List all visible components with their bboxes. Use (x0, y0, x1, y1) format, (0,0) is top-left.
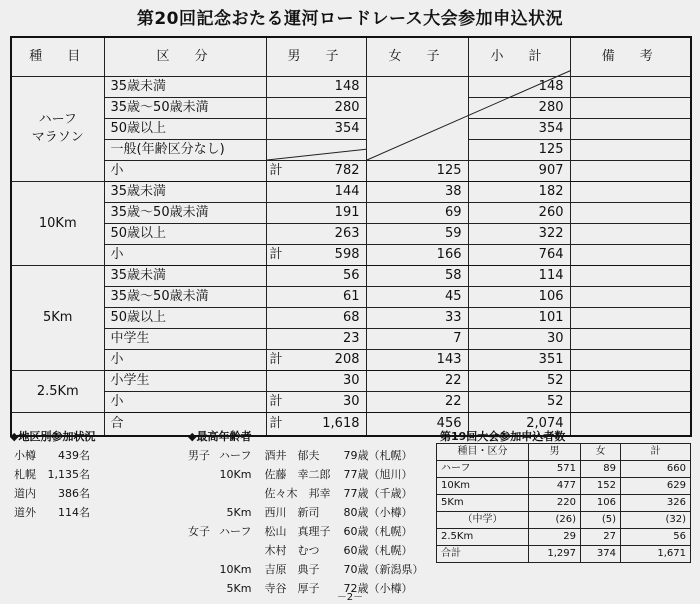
event-cell: ハーフ (437, 461, 529, 478)
table-row (11, 203, 691, 224)
age-cell: 72歳（小樽） (343, 582, 413, 595)
name-cell: 松山 真理子 (264, 525, 331, 538)
table-row (11, 308, 691, 329)
male-cell: 29 (529, 529, 581, 546)
female-cell: 152 (581, 478, 621, 495)
male-cell: 191 (266, 203, 366, 224)
remarks-cell (570, 224, 691, 245)
header-female: 女 (581, 444, 621, 461)
male-cell: 30 (266, 392, 366, 413)
event-5km: 5Km (11, 266, 104, 371)
age-cell: 60歳（札幌） (343, 544, 413, 557)
table-row (11, 266, 691, 287)
sex-cell (188, 484, 219, 503)
table-header-row (11, 37, 691, 77)
female-cell: 89 (581, 461, 621, 478)
total-cell: 52 (468, 392, 570, 413)
category-cell: 35歳未満 (104, 77, 266, 98)
total-cell: 322 (468, 224, 570, 245)
category-cell: 35歳未満 (104, 182, 266, 203)
header-event: 種 目 (11, 37, 104, 77)
subtotal-label: 小 計 (104, 392, 266, 413)
event-cell: 10Km (437, 478, 529, 495)
event-cell (219, 541, 254, 560)
remarks-cell (570, 371, 691, 392)
list-item (188, 522, 426, 541)
subtotal-row (11, 161, 691, 182)
male-cell: 280 (266, 98, 366, 119)
male-cell: 56 (266, 266, 366, 287)
region-count: 439名 (58, 449, 90, 462)
list-item (188, 484, 426, 503)
region-name: 道外 (14, 506, 36, 519)
male-cell: 208 (266, 350, 366, 371)
table-row (11, 182, 691, 203)
total-cell: 326 (621, 495, 691, 512)
total-cell: 907 (468, 161, 570, 182)
male-cell: 598 (266, 245, 366, 266)
table-header-row (437, 444, 691, 461)
remarks-cell (570, 266, 691, 287)
remarks-cell (570, 140, 691, 161)
category-cell: 35歳～50歳未満 (104, 98, 266, 119)
subtotal-row (11, 245, 691, 266)
female-cell: 143 (366, 350, 468, 371)
region-name: 札幌 (14, 468, 36, 481)
list-item (14, 446, 90, 465)
female-cell: 166 (366, 245, 468, 266)
event-cell: 5Km (226, 506, 252, 519)
category-cell: 35歳～50歳未満 (104, 203, 266, 224)
list-item (14, 484, 90, 503)
event-cell (219, 484, 254, 503)
total-cell: 660 (621, 461, 691, 478)
female-cell: 38 (366, 182, 468, 203)
list-item (14, 503, 90, 522)
region-count: 1,135名 (47, 468, 90, 481)
male-cell: 263 (266, 224, 366, 245)
name-cell: 佐々木 邦幸 (264, 487, 331, 500)
region-name: 小樽 (14, 449, 36, 462)
total-cell: 260 (468, 203, 570, 224)
female-not-applicable-cell (366, 77, 468, 161)
female-cell: (5) (581, 512, 621, 529)
table-row (11, 77, 691, 98)
event-cell: 合計 (437, 546, 529, 563)
event-half-marathon: ハーフ マラソン (11, 77, 104, 182)
event-cell: 5Km (226, 582, 252, 595)
event-cell: ハーフ (219, 525, 252, 538)
header-category: 区 分 (104, 37, 266, 77)
sex-cell: 女子 (188, 525, 210, 538)
age-cell: 79歳（札幌） (343, 449, 413, 462)
remarks-cell (570, 308, 691, 329)
male-cell: 782 (266, 161, 366, 182)
subtotal-label: 小 計 (104, 245, 266, 266)
category-cell: 一般(年齢区分なし) (104, 140, 266, 161)
male-cell: 1,297 (529, 546, 581, 563)
age-cell: 77歳（千歳） (343, 487, 413, 500)
header-male: 男 子 (266, 37, 366, 77)
male-cell: 68 (266, 308, 366, 329)
sex-cell: 男子 (188, 449, 210, 462)
list-item (14, 465, 90, 484)
name-cell: 木村 むつ (264, 544, 320, 557)
list-item (188, 560, 426, 579)
oldest-section-title: ◆最高年齢者 (188, 430, 252, 443)
oldest-list (188, 446, 426, 598)
sex-cell (188, 541, 219, 560)
event-cell: 10Km (219, 563, 252, 576)
grand-total-label: 合 計 (104, 413, 266, 437)
total-cell: 351 (468, 350, 570, 371)
table-row (437, 546, 691, 563)
list-item (188, 503, 426, 522)
total-cell: 354 (468, 119, 570, 140)
total-cell: 182 (468, 182, 570, 203)
total-cell: 1,671 (621, 546, 691, 563)
age-cell: 70歳（新潟県） (343, 563, 424, 576)
name-cell: 吉原 典子 (264, 563, 320, 576)
name-cell: 酒井 郁夫 (264, 449, 320, 462)
grand-total-male: 1,618 (266, 413, 366, 437)
header-event: 種目・区分 (437, 444, 529, 461)
female-cell: 22 (366, 371, 468, 392)
header-total: 計 (621, 444, 691, 461)
subtotal-row (11, 350, 691, 371)
total-cell: (32) (621, 512, 691, 529)
table-row (437, 512, 691, 529)
remarks-cell (570, 245, 691, 266)
header-remarks: 備 考 (570, 37, 691, 77)
total-cell: 280 (468, 98, 570, 119)
name-cell: 佐藤 幸二郎 (264, 468, 331, 481)
remarks-cell (570, 392, 691, 413)
total-cell: 106 (468, 287, 570, 308)
subtotal-label: 小 計 (104, 161, 266, 182)
event-2-5km: 2.5Km (11, 371, 104, 413)
female-cell: 7 (366, 329, 468, 350)
total-cell: 125 (468, 140, 570, 161)
female-cell: 59 (366, 224, 468, 245)
category-cell: 中学生 (104, 329, 266, 350)
category-cell: 50歳以上 (104, 224, 266, 245)
total-cell: 52 (468, 371, 570, 392)
event-cell: 10Km (219, 468, 252, 481)
table-row (11, 224, 691, 245)
list-item (188, 446, 426, 465)
female-cell: 125 (366, 161, 468, 182)
region-list (14, 446, 90, 522)
remarks-cell (570, 329, 691, 350)
female-cell: 106 (581, 495, 621, 512)
diagonal-line (367, 77, 468, 160)
male-cell: 571 (529, 461, 581, 478)
total-cell: 30 (468, 329, 570, 350)
female-cell: 374 (581, 546, 621, 563)
region-name: 道内 (14, 487, 36, 500)
remarks-cell (570, 77, 691, 98)
total-cell: 148 (468, 77, 570, 98)
previous-section-title: 第19回大会参加申込者数 (440, 430, 566, 443)
table-row (437, 495, 691, 512)
table-row (437, 461, 691, 478)
grand-total-row (11, 413, 691, 437)
total-cell: 629 (621, 478, 691, 495)
header-female: 女 子 (366, 37, 468, 77)
event-cell: ハーフ (219, 449, 252, 462)
female-cell: 69 (366, 203, 468, 224)
table-row (11, 119, 691, 140)
male-not-applicable-cell (266, 140, 366, 161)
remarks-cell (570, 287, 691, 308)
list-item (188, 465, 426, 484)
remarks-cell (570, 161, 691, 182)
event-10km: 10Km (11, 182, 104, 266)
male-cell: 144 (266, 182, 366, 203)
event-cell: 2.5Km (437, 529, 529, 546)
grand-total-total: 2,074 (468, 413, 570, 437)
table-row (11, 140, 691, 161)
total-cell: 114 (468, 266, 570, 287)
event-cell: （中学） (437, 512, 529, 529)
remarks-cell (570, 119, 691, 140)
diagonal-line (267, 140, 366, 160)
male-cell: 477 (529, 478, 581, 495)
category-cell: 50歳以上 (104, 308, 266, 329)
table-row (437, 478, 691, 495)
region-count: 114名 (58, 506, 90, 519)
sex-cell (188, 560, 219, 579)
sex-cell (188, 465, 219, 484)
table-row (11, 371, 691, 392)
grand-total-female: 456 (366, 413, 468, 437)
page-title: 第20回記念おたる運河ロードレース大会参加申込状況 (136, 9, 564, 29)
previous-entries-table (436, 443, 691, 563)
total-cell: 56 (621, 529, 691, 546)
table-row (437, 529, 691, 546)
event-cell: 5Km (437, 495, 529, 512)
sex-cell (188, 503, 219, 522)
header-subtotal: 小 計 (468, 37, 570, 77)
age-cell: 77歳（旭川） (343, 468, 413, 481)
male-cell: 148 (266, 77, 366, 98)
name-cell: 寺谷 厚子 (264, 582, 320, 595)
female-cell: 33 (366, 308, 468, 329)
male-cell: 23 (266, 329, 366, 350)
category-cell: 35歳未満 (104, 266, 266, 287)
list-item (188, 541, 426, 560)
category-cell: 50歳以上 (104, 119, 266, 140)
table-row (11, 98, 691, 119)
page-number: －2－ (336, 592, 364, 603)
male-cell: 220 (529, 495, 581, 512)
remarks-cell (570, 203, 691, 224)
category-cell: 小学生 (104, 371, 266, 392)
male-cell: 30 (266, 371, 366, 392)
category-cell: 35歳～50歳未満 (104, 287, 266, 308)
male-cell: (26) (529, 512, 581, 529)
remarks-cell (570, 413, 691, 437)
female-cell: 45 (366, 287, 468, 308)
table-row (11, 329, 691, 350)
male-cell: 61 (266, 287, 366, 308)
region-count: 386名 (58, 487, 90, 500)
entry-status-table (10, 36, 692, 437)
age-cell: 60歳（札幌） (343, 525, 413, 538)
header-male: 男 (529, 444, 581, 461)
total-cell: 764 (468, 245, 570, 266)
remarks-cell (570, 182, 691, 203)
male-cell: 354 (266, 119, 366, 140)
age-cell: 80歳（小樽） (343, 506, 413, 519)
total-cell: 101 (468, 308, 570, 329)
remarks-cell (570, 98, 691, 119)
table-row (11, 287, 691, 308)
female-cell: 58 (366, 266, 468, 287)
name-cell: 西川 新司 (264, 506, 320, 519)
region-section-title: ◆地区別参加状況 (10, 430, 96, 443)
female-cell: 22 (366, 392, 468, 413)
subtotal-row (11, 392, 691, 413)
remarks-cell (570, 350, 691, 371)
female-cell: 27 (581, 529, 621, 546)
subtotal-label: 小 計 (104, 350, 266, 371)
